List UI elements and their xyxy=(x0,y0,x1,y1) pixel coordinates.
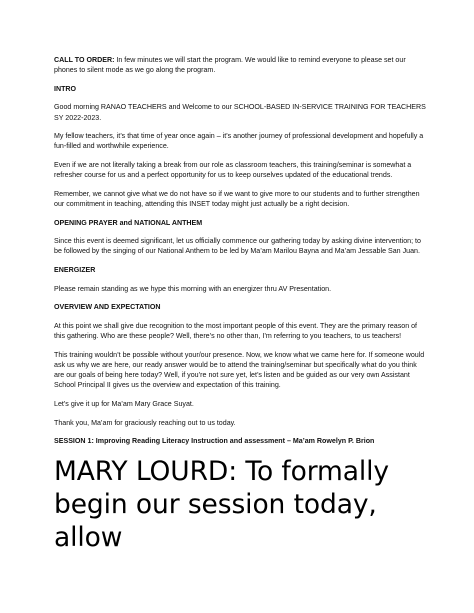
overview-paragraph-1: At this point we shall give due recognition to the most important people of this event. They are the primary reason of this gathering. Who are these people? Well, there’s no other than, I’m referring to you teachers, to us teachers! xyxy=(54,322,418,341)
intro-heading: INTRO xyxy=(54,84,77,93)
call-to-order-paragraph xyxy=(54,55,426,75)
overview-paragraph-2: This training wouldn’t be possible without your/our presence. Now, we know what we came here for. If someone would ask us why we are here, our ready answer would be to attend the training/seminar but specifically what do you think are our goals of being here today? Well, if you’re not sure yet, let’s listen and be guided as our very own Assistant School Principal II gives us the overview and expectation of this training. xyxy=(54,350,425,390)
call-to-order-label: CALL TO ORDER: xyxy=(54,56,115,64)
opening-prayer-paragraph: Since this event is deemed significant, let us officially commence our gathering today by asking divine intervention; to be followed by the singing of our National Anthem to be led by Ma’am Marilou Bayna and Ma’am Jessable San Juan. xyxy=(54,237,421,256)
intro-paragraph-3: Even if we are not literally taking a break from our role as classroom teachers, this training/seminar is somewhat a refresher course for us and a perfect opportunity for us to keep ourselves updated of the educational trends. xyxy=(54,161,412,180)
document-content xyxy=(54,55,426,554)
intro-paragraph-1: Good morning RANAO TEACHERS and Welcome to our SCHOOL-BASED IN-SERVICE TRAINING FOR TEACHERS SY 2022-2023. xyxy=(54,103,426,122)
intro-paragraph-4: Remember, we cannot give what we do not have so if we want to give more to our students and to further strengthen our commitment in teaching, attending this INSET today might just actually be a right decision. xyxy=(54,189,420,208)
energizer-heading: ENERGIZER xyxy=(54,266,96,275)
overview-paragraph-3: Let’s give it up for Ma’am Mary Grace Suyat. xyxy=(54,399,194,408)
call-to-order-text: In few minutes we will start the program. We would like to remind everyone to please set our phones to silent mode as we go along the program. xyxy=(54,56,406,75)
large-text: MARY LOURD: To formally begin our session today, allow xyxy=(54,455,390,553)
opening-prayer-heading: OPENING PRAYER and NATIONAL ANTHEM xyxy=(54,218,203,227)
overview-paragraph-4: Thank you, Ma’am for graciously reaching out to us today. xyxy=(54,418,236,427)
overview-heading: OVERVIEW AND EXPECTATION xyxy=(54,303,161,312)
energizer-paragraph: Please remain standing as we hype this morning with an energizer thru AV Presentation. xyxy=(54,284,332,293)
intro-paragraph-2: My fellow teachers, it’s that time of year once again – it’s another journey of professional development and hopefully a fun-filled and worthwhile experience. xyxy=(54,132,424,151)
session-1-heading: SESSION 1: Improving Reading Literacy Instruction and assessment – Ma’am Rowelyn P. Brion xyxy=(54,437,375,446)
